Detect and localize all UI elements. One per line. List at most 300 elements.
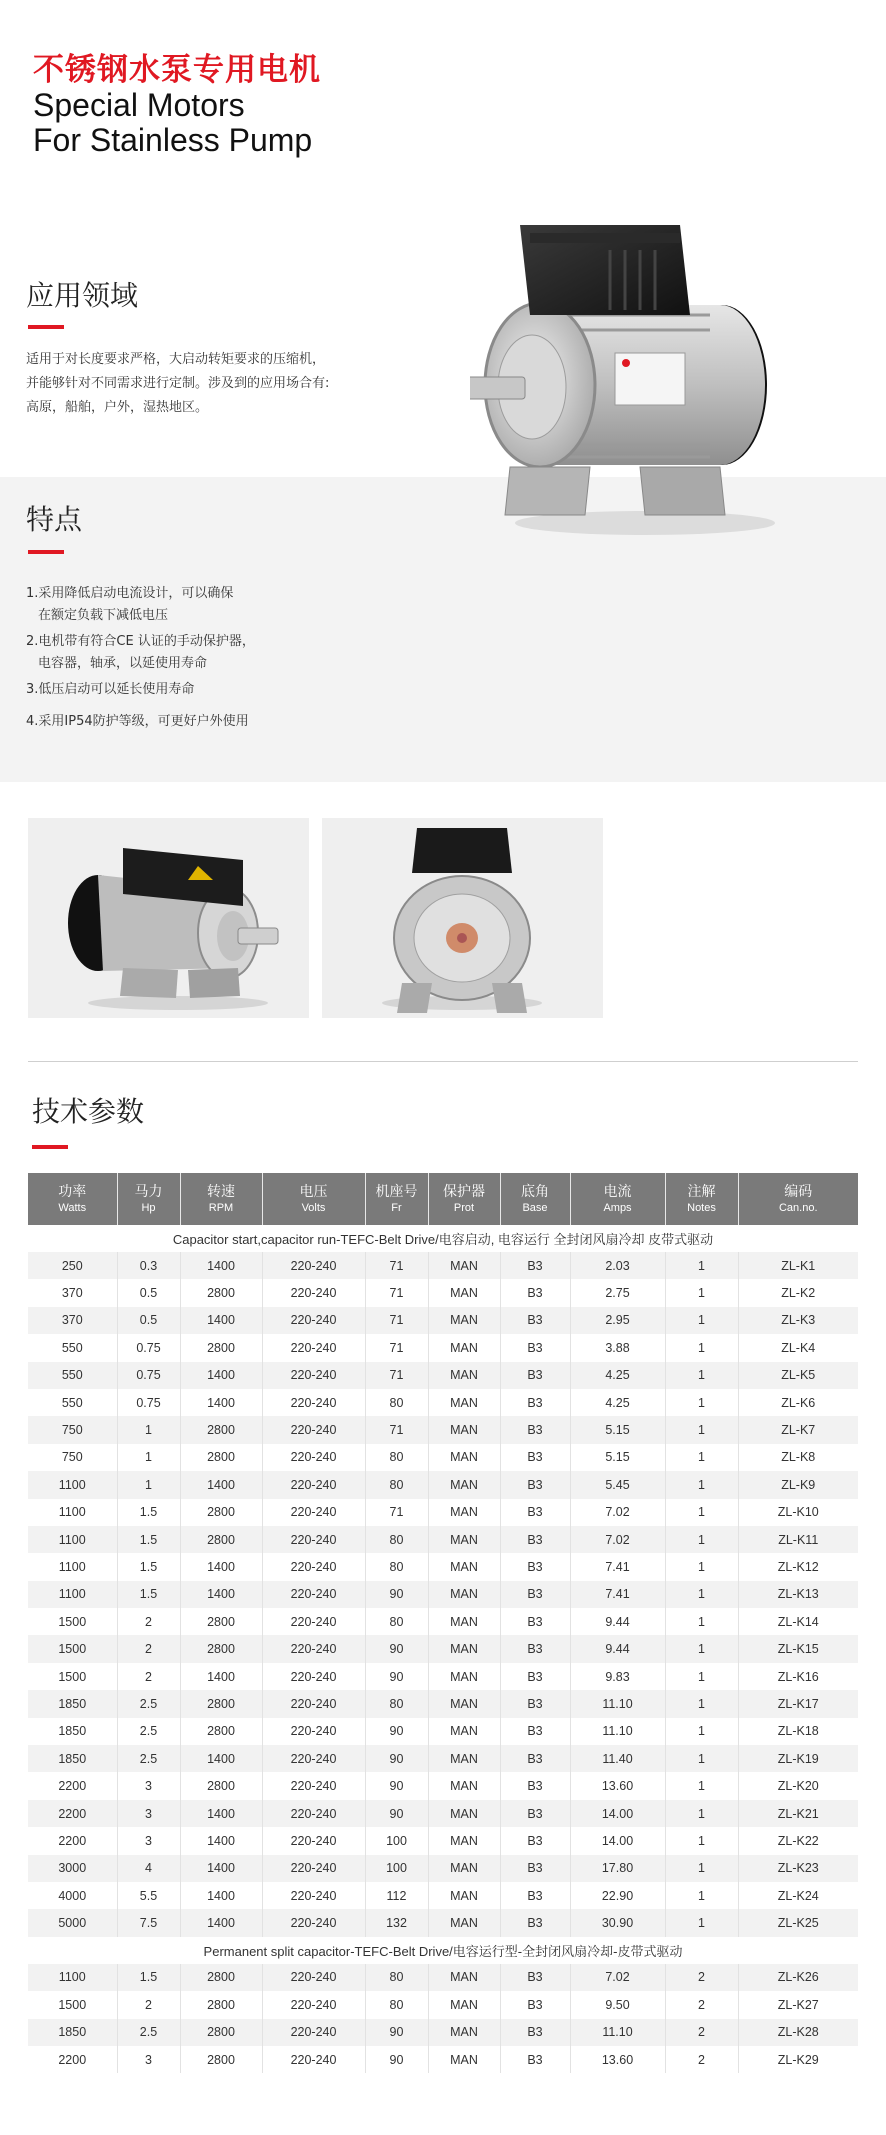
- table-cell: 1: [665, 1772, 738, 1799]
- table-cell: 1100: [28, 1499, 117, 1526]
- column-header-cn: 底角: [521, 1183, 549, 1200]
- column-header-en: Watts: [58, 1201, 87, 1214]
- table-cell: 2: [117, 1663, 180, 1690]
- table-cell: 5.15: [570, 1416, 665, 1443]
- table-row: [28, 1772, 858, 1799]
- table-cell: 0.5: [117, 1279, 180, 1306]
- table-cell: 7.5: [117, 1909, 180, 1936]
- table-cell: 2800: [180, 1334, 262, 1361]
- table-cell: MAN: [428, 1334, 500, 1361]
- feature-line: 在额定负载下减低电压: [38, 608, 169, 623]
- table-cell: 1: [665, 1499, 738, 1526]
- table-cell: B3: [500, 1964, 570, 1991]
- table-cell: 71: [365, 1362, 428, 1389]
- table-cell: 90: [365, 1772, 428, 1799]
- table-cell: 71: [365, 1279, 428, 1306]
- table-cell: MAN: [428, 1663, 500, 1690]
- table-cell: 80: [365, 1526, 428, 1553]
- table-cell: 4000: [28, 1882, 117, 1909]
- table-cell: ZL-K18: [738, 1718, 858, 1745]
- table-cell: 2.5: [117, 1718, 180, 1745]
- column-header-en: Hp: [141, 1201, 156, 1214]
- table-cell: 2800: [180, 1772, 262, 1799]
- table-row: [28, 1663, 858, 1690]
- table-cell: 3: [117, 1827, 180, 1854]
- table-cell: 250: [28, 1252, 117, 1279]
- table-cell: 2800: [180, 1635, 262, 1662]
- table-cell: 71: [365, 1252, 428, 1279]
- table-cell: 80: [365, 1964, 428, 1991]
- table-cell: MAN: [428, 1635, 500, 1662]
- table-cell: 80: [365, 1389, 428, 1416]
- table-cell: 220-240: [262, 1279, 365, 1306]
- table-cell: 13.60: [570, 2046, 665, 2073]
- table-cell: 220-240: [262, 1362, 365, 1389]
- table-row: [28, 1991, 858, 2018]
- column-header: [117, 1173, 180, 1225]
- table-cell: 1400: [180, 1389, 262, 1416]
- table-cell: 220-240: [262, 1389, 365, 1416]
- table-cell: 1.5: [117, 1581, 180, 1608]
- table-cell: MAN: [428, 1800, 500, 1827]
- table-cell: 220-240: [262, 1416, 365, 1443]
- table-cell: 7.41: [570, 1553, 665, 1580]
- table-cell: 1100: [28, 1964, 117, 1991]
- feature-item: [26, 631, 255, 675]
- table-cell: 1: [665, 1690, 738, 1717]
- table-cell: 2: [117, 1635, 180, 1662]
- column-header-cn: 注解: [687, 1183, 716, 1200]
- table-cell: 2.5: [117, 1745, 180, 1772]
- feature-item: [26, 679, 255, 701]
- table-cell: B3: [500, 1909, 570, 1936]
- table-cell: 2: [665, 1964, 738, 1991]
- table-cell: B3: [500, 1991, 570, 2018]
- table-cell: 1400: [180, 1745, 262, 1772]
- table-cell: ZL-K25: [738, 1909, 858, 1936]
- table-cell: MAN: [428, 1690, 500, 1717]
- table-cell: 5.5: [117, 1882, 180, 1909]
- column-header-en: Prot: [453, 1201, 475, 1214]
- table-cell: 2.5: [117, 2019, 180, 2046]
- table-cell: 90: [365, 1745, 428, 1772]
- feature-line: 4.采用IP54防护等级，可更好户外使用: [26, 714, 249, 729]
- features-list: [26, 583, 255, 733]
- table-cell: B3: [500, 1279, 570, 1306]
- table-cell: 1: [665, 1526, 738, 1553]
- table-cell: B3: [500, 1444, 570, 1471]
- table-cell: ZL-K5: [738, 1362, 858, 1389]
- column-header-en: Volts: [301, 1201, 326, 1214]
- table-cell: B3: [500, 1800, 570, 1827]
- table-cell: 220-240: [262, 1663, 365, 1690]
- column-header-cn: 编码: [784, 1183, 813, 1200]
- table-cell: 5.45: [570, 1471, 665, 1498]
- table-cell: 1: [665, 1553, 738, 1580]
- table-cell: 220-240: [262, 1855, 365, 1882]
- table-cell: 1: [665, 1909, 738, 1936]
- table-cell: 1.5: [117, 1499, 180, 1526]
- table-cell: 1500: [28, 1635, 117, 1662]
- table-cell: 1: [665, 1635, 738, 1662]
- table-row: [28, 1964, 858, 1991]
- table-cell: 1500: [28, 1608, 117, 1635]
- table-cell: 1100: [28, 1526, 117, 1553]
- table-cell: B3: [500, 1745, 570, 1772]
- page-title-cn: 不锈钢水泵专用电机: [33, 52, 321, 88]
- column-header-en: RPM: [208, 1201, 234, 1214]
- table-cell: 11.10: [570, 2019, 665, 2046]
- table-cell: 220-240: [262, 1964, 365, 1991]
- table-cell: 550: [28, 1362, 117, 1389]
- table-cell: 1: [665, 1362, 738, 1389]
- table-cell: 1: [665, 1882, 738, 1909]
- table-group-label: Permanent split capacitor-TEFC-Belt Drive/电容运行型-全封闭风扇冷却-皮带式驱动: [28, 1937, 858, 1964]
- table-cell: 1.5: [117, 1964, 180, 1991]
- table-cell: 14.00: [570, 1800, 665, 1827]
- table-cell: 1.5: [117, 1553, 180, 1580]
- table-cell: 1850: [28, 1718, 117, 1745]
- table-cell: ZL-K12: [738, 1553, 858, 1580]
- table-row: [28, 1553, 858, 1580]
- table-cell: 80: [365, 1991, 428, 2018]
- table-cell: MAN: [428, 1827, 500, 1854]
- table-cell: 3000: [28, 1855, 117, 1882]
- table-cell: 2800: [180, 1279, 262, 1306]
- table-cell: 2800: [180, 1718, 262, 1745]
- feature-line: 电容器，轴承，以延使用寿命: [38, 656, 208, 671]
- table-cell: ZL-K13: [738, 1581, 858, 1608]
- application-title: 应用领域: [26, 279, 139, 312]
- table-cell: ZL-K16: [738, 1663, 858, 1690]
- table-cell: ZL-K23: [738, 1855, 858, 1882]
- table-cell: 2800: [180, 1608, 262, 1635]
- motor-thumbnail-side: [28, 818, 309, 1018]
- column-header-cn: 电流: [603, 1183, 632, 1200]
- column-header-en: Base: [522, 1201, 548, 1214]
- table-cell: MAN: [428, 1471, 500, 1498]
- table-cell: MAN: [428, 1307, 500, 1334]
- table-cell: B3: [500, 1499, 570, 1526]
- page-title-en-line2: For Stainless Pump: [33, 122, 313, 158]
- table-cell: 1400: [180, 1855, 262, 1882]
- table-cell: 1400: [180, 1362, 262, 1389]
- table-cell: B3: [500, 2019, 570, 2046]
- table-cell: 220-240: [262, 1635, 365, 1662]
- table-cell: ZL-K26: [738, 1964, 858, 1991]
- table-cell: 1: [665, 1307, 738, 1334]
- table-cell: 220-240: [262, 1444, 365, 1471]
- table-cell: B3: [500, 1690, 570, 1717]
- table-cell: ZL-K15: [738, 1635, 858, 1662]
- table-cell: ZL-K8: [738, 1444, 858, 1471]
- table-cell: ZL-K7: [738, 1416, 858, 1443]
- column-header: [28, 1173, 117, 1225]
- table-cell: MAN: [428, 2019, 500, 2046]
- table-cell: 1: [665, 1745, 738, 1772]
- table-cell: ZL-K28: [738, 2019, 858, 2046]
- table-cell: B3: [500, 1334, 570, 1361]
- application-text: [26, 348, 329, 420]
- table-cell: 1850: [28, 2019, 117, 2046]
- table-cell: 1: [665, 1279, 738, 1306]
- table-cell: 2200: [28, 1800, 117, 1827]
- table-cell: 1: [665, 1252, 738, 1279]
- feature-line: 2.电机带有符合CE 认证的手动保护器，: [26, 634, 255, 649]
- column-header: [262, 1173, 365, 1225]
- table-cell: 1400: [180, 1307, 262, 1334]
- table-cell: 2.95: [570, 1307, 665, 1334]
- spec-table: [28, 1173, 858, 2073]
- table-row: [28, 1362, 858, 1389]
- table-cell: 1400: [180, 1471, 262, 1498]
- table-row: [28, 1690, 858, 1717]
- table-row: [28, 1526, 858, 1553]
- table-cell: 90: [365, 1663, 428, 1690]
- table-cell: 1400: [180, 1663, 262, 1690]
- table-cell: 1: [665, 1444, 738, 1471]
- table-cell: B3: [500, 1581, 570, 1608]
- table-cell: 550: [28, 1389, 117, 1416]
- table-cell: MAN: [428, 1608, 500, 1635]
- table-cell: ZL-K24: [738, 1882, 858, 1909]
- table-cell: 7.02: [570, 1964, 665, 1991]
- table-cell: 2800: [180, 1964, 262, 1991]
- feature-item: [26, 583, 255, 627]
- table-cell: 30.90: [570, 1909, 665, 1936]
- table-cell: 90: [365, 1635, 428, 1662]
- table-cell: 71: [365, 1307, 428, 1334]
- feature-line: 3.低压启动可以延长使用寿命: [26, 682, 195, 697]
- table-cell: 2: [665, 2019, 738, 2046]
- spec-table-body: [28, 1225, 858, 2073]
- table-cell: 220-240: [262, 1909, 365, 1936]
- specs-title: 技术参数: [32, 1095, 145, 1128]
- table-cell: MAN: [428, 1991, 500, 2018]
- column-header-cn: 机座号: [375, 1183, 418, 1200]
- table-cell: 3.88: [570, 1334, 665, 1361]
- column-header: [365, 1173, 428, 1225]
- table-cell: 1: [665, 1416, 738, 1443]
- table-cell: ZL-K9: [738, 1471, 858, 1498]
- table-cell: 220-240: [262, 1608, 365, 1635]
- table-cell: 550: [28, 1334, 117, 1361]
- table-cell: 1100: [28, 1553, 117, 1580]
- table-cell: 2200: [28, 1772, 117, 1799]
- table-cell: 22.90: [570, 1882, 665, 1909]
- table-cell: 17.80: [570, 1855, 665, 1882]
- table-cell: MAN: [428, 1772, 500, 1799]
- table-cell: MAN: [428, 1416, 500, 1443]
- table-cell: 220-240: [262, 2019, 365, 2046]
- table-row: [28, 1279, 858, 1306]
- table-cell: 220-240: [262, 1745, 365, 1772]
- table-row: [28, 1416, 858, 1443]
- table-cell: 1850: [28, 1745, 117, 1772]
- table-cell: 1: [665, 1334, 738, 1361]
- table-cell: 1400: [180, 1252, 262, 1279]
- table-cell: 2.5: [117, 1690, 180, 1717]
- table-cell: 220-240: [262, 1772, 365, 1799]
- table-cell: 3: [117, 2046, 180, 2073]
- table-cell: 1500: [28, 1991, 117, 2018]
- table-cell: 80: [365, 1444, 428, 1471]
- table-group-row: [28, 1937, 858, 1964]
- table-cell: 5.15: [570, 1444, 665, 1471]
- table-cell: 2.03: [570, 1252, 665, 1279]
- table-cell: 2800: [180, 1416, 262, 1443]
- table-cell: 2: [117, 1991, 180, 2018]
- table-cell: 9.83: [570, 1663, 665, 1690]
- table-cell: B3: [500, 1882, 570, 1909]
- table-cell: B3: [500, 1526, 570, 1553]
- table-cell: 750: [28, 1444, 117, 1471]
- table-row: [28, 1827, 858, 1854]
- table-cell: 132: [365, 1909, 428, 1936]
- table-cell: 2200: [28, 2046, 117, 2073]
- table-row: [28, 1635, 858, 1662]
- table-cell: 1: [665, 1663, 738, 1690]
- table-cell: 90: [365, 1718, 428, 1745]
- table-cell: B3: [500, 1471, 570, 1498]
- table-cell: 14.00: [570, 1827, 665, 1854]
- table-cell: B3: [500, 1663, 570, 1690]
- table-cell: 90: [365, 2019, 428, 2046]
- column-header: [738, 1173, 858, 1225]
- table-cell: B3: [500, 1772, 570, 1799]
- table-cell: B3: [500, 1718, 570, 1745]
- table-row: [28, 1800, 858, 1827]
- table-cell: ZL-K27: [738, 1991, 858, 2018]
- table-row: [28, 1855, 858, 1882]
- column-header-cn: 电压: [299, 1183, 328, 1200]
- table-cell: ZL-K11: [738, 1526, 858, 1553]
- table-cell: 220-240: [262, 2046, 365, 2073]
- table-cell: 2.75: [570, 1279, 665, 1306]
- table-cell: 11.40: [570, 1745, 665, 1772]
- table-cell: 1.5: [117, 1526, 180, 1553]
- table-cell: 13.60: [570, 1772, 665, 1799]
- table-cell: 71: [365, 1334, 428, 1361]
- table-row: [28, 1471, 858, 1498]
- column-header: [180, 1173, 262, 1225]
- application-title-underline: [28, 325, 64, 329]
- table-cell: 0.3: [117, 1252, 180, 1279]
- table-cell: 220-240: [262, 1334, 365, 1361]
- table-cell: B3: [500, 2046, 570, 2073]
- table-cell: 9.50: [570, 1991, 665, 2018]
- table-cell: ZL-K2: [738, 1279, 858, 1306]
- column-header-en: Notes: [687, 1201, 716, 1214]
- table-cell: 220-240: [262, 1252, 365, 1279]
- table-cell: 370: [28, 1307, 117, 1334]
- table-cell: MAN: [428, 1553, 500, 1580]
- column-header: [500, 1173, 570, 1225]
- table-cell: 71: [365, 1416, 428, 1443]
- table-cell: MAN: [428, 1882, 500, 1909]
- table-cell: 1400: [180, 1909, 262, 1936]
- table-row: [28, 1444, 858, 1471]
- table-cell: ZL-K3: [738, 1307, 858, 1334]
- table-cell: 2800: [180, 2019, 262, 2046]
- table-cell: 0.75: [117, 1362, 180, 1389]
- table-cell: ZL-K14: [738, 1608, 858, 1635]
- table-cell: 2: [665, 1991, 738, 2018]
- table-cell: 80: [365, 1553, 428, 1580]
- table-cell: 1: [117, 1444, 180, 1471]
- table-cell: 1: [665, 1855, 738, 1882]
- table-cell: 220-240: [262, 1991, 365, 2018]
- table-cell: 1100: [28, 1581, 117, 1608]
- table-cell: 750: [28, 1416, 117, 1443]
- table-cell: MAN: [428, 1745, 500, 1772]
- table-cell: 220-240: [262, 1690, 365, 1717]
- table-cell: 1400: [180, 1827, 262, 1854]
- application-line: 并能够针对不同需求进行定制。涉及到的应用场合有:: [26, 376, 330, 391]
- table-cell: B3: [500, 1553, 570, 1580]
- table-cell: 80: [365, 1690, 428, 1717]
- table-cell: MAN: [428, 2046, 500, 2073]
- column-header-cn: 马力: [134, 1183, 163, 1200]
- table-cell: 71: [365, 1499, 428, 1526]
- table-cell: 220-240: [262, 1307, 365, 1334]
- table-cell: B3: [500, 1252, 570, 1279]
- column-header-cn: 转速: [207, 1183, 235, 1200]
- table-cell: 4.25: [570, 1362, 665, 1389]
- table-cell: 90: [365, 1800, 428, 1827]
- table-cell: ZL-K10: [738, 1499, 858, 1526]
- table-cell: 90: [365, 2046, 428, 2073]
- table-cell: 2200: [28, 1827, 117, 1854]
- table-cell: MAN: [428, 1444, 500, 1471]
- column-header-cn: 功率: [58, 1183, 87, 1200]
- table-cell: 112: [365, 1882, 428, 1909]
- table-cell: MAN: [428, 1362, 500, 1389]
- page-title-en: [33, 88, 312, 158]
- feature-item: [26, 711, 255, 733]
- table-cell: B3: [500, 1608, 570, 1635]
- table-cell: ZL-K1: [738, 1252, 858, 1279]
- table-cell: 1: [665, 1608, 738, 1635]
- motor-product-image: [470, 205, 810, 545]
- column-header: [570, 1173, 665, 1225]
- table-cell: ZL-K17: [738, 1690, 858, 1717]
- table-cell: 220-240: [262, 1882, 365, 1909]
- table-cell: 80: [365, 1608, 428, 1635]
- table-cell: B3: [500, 1389, 570, 1416]
- table-cell: MAN: [428, 1499, 500, 1526]
- table-cell: 220-240: [262, 1581, 365, 1608]
- column-header-en: Amps: [603, 1201, 632, 1214]
- table-cell: ZL-K20: [738, 1772, 858, 1799]
- table-cell: 7.41: [570, 1581, 665, 1608]
- table-row: [28, 1608, 858, 1635]
- motor-thumbnail-front: [322, 818, 603, 1018]
- table-cell: ZL-K4: [738, 1334, 858, 1361]
- table-cell: 1: [665, 1471, 738, 1498]
- table-cell: 9.44: [570, 1635, 665, 1662]
- table-cell: 9.44: [570, 1608, 665, 1635]
- table-cell: 2800: [180, 1991, 262, 2018]
- table-row: [28, 2046, 858, 2073]
- table-cell: B3: [500, 1827, 570, 1854]
- table-cell: ZL-K6: [738, 1389, 858, 1416]
- table-row: [28, 1307, 858, 1334]
- table-cell: 220-240: [262, 1718, 365, 1745]
- table-cell: 1400: [180, 1882, 262, 1909]
- table-cell: 220-240: [262, 1553, 365, 1580]
- table-cell: 100: [365, 1827, 428, 1854]
